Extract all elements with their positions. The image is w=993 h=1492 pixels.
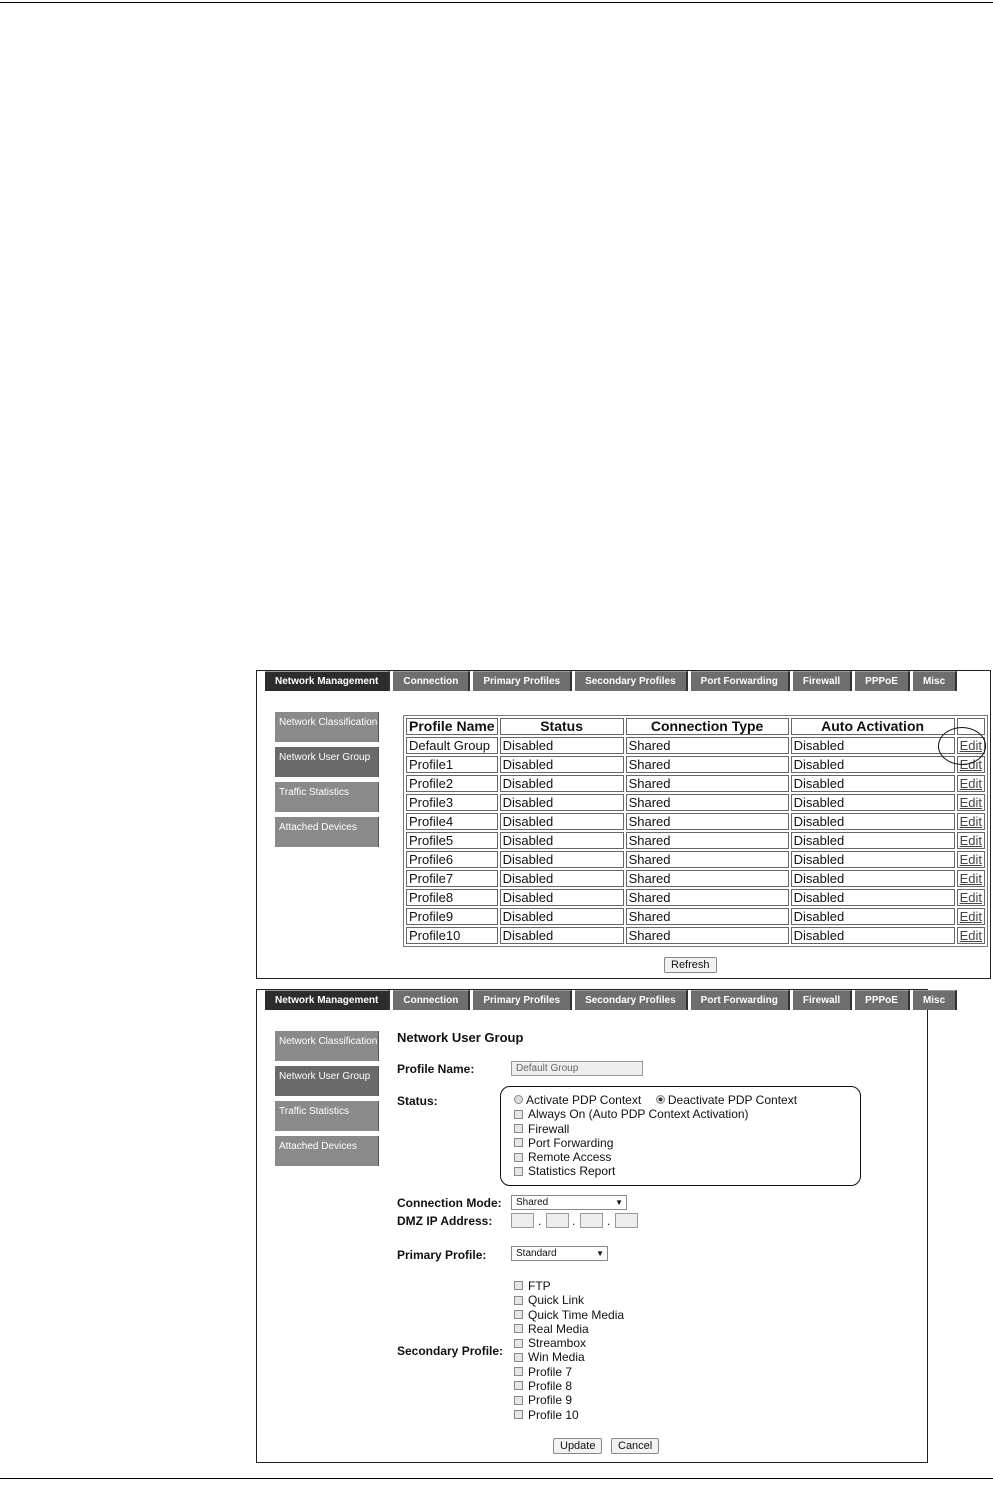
tab-misc[interactable]: Misc	[913, 990, 957, 1010]
auto-activation-cell: Disabled	[791, 794, 955, 811]
edit-link[interactable]: Edit	[959, 795, 982, 810]
tab-primary-profiles[interactable]: Primary Profiles	[473, 990, 572, 1010]
ip-separator: .	[538, 1214, 542, 1228]
status-option	[514, 1164, 797, 1178]
sidebar	[275, 1031, 379, 1171]
tab-firewall[interactable]: Firewall	[793, 990, 852, 1010]
profiles-table	[403, 715, 988, 947]
primary-profile-label: Primary Profile:	[397, 1248, 487, 1262]
edit-link[interactable]: Edit	[959, 814, 982, 829]
connection-type-cell: Shared	[626, 832, 789, 849]
table-row	[406, 851, 985, 868]
dmz-ip-octet-3[interactable]	[580, 1213, 603, 1228]
sidebar-item-network-classification[interactable]: Network Classification	[275, 712, 379, 742]
status-checkbox[interactable]	[514, 1138, 523, 1147]
table-row	[406, 927, 985, 944]
status-checkbox[interactable]	[514, 1167, 523, 1176]
edit-link[interactable]: Edit	[959, 871, 982, 886]
connection-type-cell: Shared	[626, 775, 789, 792]
secondary-profile-checkbox[interactable]	[514, 1310, 523, 1319]
status-option-label: Remote Access	[528, 1150, 612, 1165]
dmz-ip-label: DMZ IP Address:	[397, 1214, 493, 1228]
edit-link[interactable]: Edit	[959, 928, 982, 943]
connection-type-cell: Shared	[626, 889, 789, 906]
tab-bar	[265, 990, 960, 1010]
connection-mode-value: Shared	[516, 1197, 549, 1208]
chevron-down-icon: ▼	[596, 1249, 604, 1258]
status-cell: Disabled	[500, 794, 624, 811]
col-connection-type: Connection Type	[626, 718, 789, 735]
dmz-ip-octet-2[interactable]	[546, 1213, 569, 1228]
form-title: Network User Group	[397, 1030, 524, 1045]
auto-activation-cell: Disabled	[791, 927, 955, 944]
secondary-profile-checkbox[interactable]	[514, 1396, 523, 1405]
status-checkbox[interactable]	[514, 1124, 523, 1133]
sidebar-item-traffic-statistics[interactable]: Traffic Statistics	[275, 782, 379, 812]
edit-cell	[957, 832, 985, 849]
top-rule	[0, 2, 993, 3]
connection-type-cell: Shared	[626, 794, 789, 811]
auto-activation-cell: Disabled	[791, 832, 955, 849]
col-profile-name: Profile Name	[406, 718, 498, 735]
profile-name-label: Profile Name:	[397, 1062, 475, 1076]
table-header-row	[406, 718, 985, 735]
table-row	[406, 775, 985, 792]
edit-link[interactable]: Edit	[959, 757, 982, 772]
secondary-profile-option-label: Profile 7	[528, 1364, 573, 1379]
secondary-profile-option	[514, 1379, 624, 1393]
secondary-profile-checkbox[interactable]	[514, 1367, 523, 1376]
pdp-context-radios	[514, 1093, 797, 1107]
secondary-profile-option	[514, 1393, 624, 1407]
profile-name-cell: Profile2	[406, 775, 498, 792]
auto-activation-cell: Disabled	[791, 813, 955, 830]
profile-name-cell: Profile1	[406, 756, 498, 773]
tab-pppoe[interactable]: PPPoE	[855, 671, 910, 691]
status-cell: Disabled	[500, 832, 624, 849]
dmz-ip-octet-1[interactable]	[511, 1213, 534, 1228]
status-cell: Disabled	[500, 851, 624, 868]
secondary-profile-option	[514, 1408, 624, 1422]
tab-pppoe[interactable]: PPPoE	[855, 990, 910, 1010]
edit-cell	[957, 813, 985, 830]
profile-name-cell: Profile3	[406, 794, 498, 811]
tab-bar	[265, 671, 960, 691]
sidebar-item-network-classification[interactable]: Network Classification	[275, 1031, 379, 1061]
secondary-profile-option-label: Real Media	[528, 1321, 589, 1336]
connection-type-cell: Shared	[626, 851, 789, 868]
dmz-ip-octet-4[interactable]	[615, 1213, 638, 1228]
status-option-label: Firewall	[528, 1121, 570, 1136]
table-row	[406, 870, 985, 887]
tab-port-forwarding[interactable]: Port Forwarding	[691, 671, 790, 691]
secondary-profile-option	[514, 1293, 624, 1307]
edit-link[interactable]: Edit	[959, 890, 982, 905]
profile-name-field[interactable]: Default Group	[511, 1061, 643, 1076]
connection-type-cell: Shared	[626, 870, 789, 887]
ip-separator: .	[572, 1214, 576, 1228]
connection-type-cell: Shared	[626, 737, 789, 754]
sidebar-item-traffic-statistics[interactable]: Traffic Statistics	[275, 1101, 379, 1131]
profile-name-cell: Profile6	[406, 851, 498, 868]
edit-cell	[957, 851, 985, 868]
sidebar	[275, 712, 379, 852]
auto-activation-cell: Disabled	[791, 851, 955, 868]
edit-cell	[957, 927, 985, 944]
status-checkbox[interactable]	[514, 1153, 523, 1162]
tab-secondary-profiles[interactable]: Secondary Profiles	[575, 671, 688, 691]
edit-cell	[957, 794, 985, 811]
secondary-profile-checkbox[interactable]	[514, 1353, 523, 1362]
secondary-profile-option	[514, 1308, 624, 1322]
primary-profile-select[interactable]	[511, 1246, 608, 1261]
status-cell: Disabled	[500, 908, 624, 925]
connection-mode-label: Connection Mode:	[397, 1196, 502, 1210]
edit-link[interactable]: Edit	[959, 776, 982, 791]
auto-activation-cell: Disabled	[791, 756, 955, 773]
connection-type-cell: Shared	[626, 927, 789, 944]
activate-pdp-radio[interactable]	[514, 1095, 523, 1104]
auto-activation-cell: Disabled	[791, 775, 955, 792]
status-cell: Disabled	[500, 927, 624, 944]
profile-name-cell: Profile7	[406, 870, 498, 887]
connection-type-cell: Shared	[626, 756, 789, 773]
tab-primary-profiles[interactable]: Primary Profiles	[473, 671, 572, 691]
status-options	[514, 1093, 797, 1179]
sidebar-item-network-user-group[interactable]: Network User Group	[275, 1066, 379, 1096]
tab-misc[interactable]: Misc	[913, 671, 957, 691]
connection-mode-select[interactable]	[511, 1195, 627, 1210]
status-cell: Disabled	[500, 737, 624, 754]
secondary-profile-checkbox[interactable]	[514, 1281, 523, 1290]
status-option	[514, 1150, 797, 1164]
secondary-profile-checkbox[interactable]	[514, 1296, 523, 1305]
auto-activation-cell: Disabled	[791, 889, 955, 906]
status-option-label: Port Forwarding	[528, 1135, 614, 1150]
edit-link[interactable]: Edit	[959, 738, 982, 753]
refresh-button[interactable]: Refresh	[664, 957, 717, 973]
ip-separator: .	[607, 1214, 611, 1228]
profile-name-cell: Profile8	[406, 889, 498, 906]
secondary-profile-checkbox[interactable]	[514, 1381, 523, 1390]
table-row	[406, 737, 985, 754]
table-row	[406, 908, 985, 925]
col-auto-activation: Auto Activation	[791, 718, 955, 735]
secondary-profile-checkbox[interactable]	[514, 1339, 523, 1348]
secondary-profile-option	[514, 1365, 624, 1379]
auto-activation-cell: Disabled	[791, 737, 955, 754]
table-row	[406, 794, 985, 811]
tab-network-management[interactable]: Network Management	[265, 990, 390, 1010]
secondary-profile-option	[514, 1279, 624, 1293]
secondary-profile-option-label: Quick Time Media	[528, 1307, 625, 1322]
activate-pdp-label: Activate PDP Context	[526, 1093, 642, 1107]
status-cell: Disabled	[500, 889, 624, 906]
auto-activation-cell: Disabled	[791, 870, 955, 887]
tab-firewall[interactable]: Firewall	[793, 671, 852, 691]
table-row	[406, 756, 985, 773]
profile-name-cell: Profile5	[406, 832, 498, 849]
edit-link[interactable]: Edit	[959, 852, 982, 867]
profile-list-panel	[256, 670, 991, 979]
secondary-profile-option	[514, 1336, 624, 1350]
bottom-rule	[0, 1478, 993, 1479]
secondary-profile-option-label: Streambox	[528, 1336, 587, 1351]
cancel-button[interactable]: Cancel	[611, 1438, 659, 1454]
edit-cell	[957, 908, 985, 925]
status-cell: Disabled	[500, 813, 624, 830]
status-option-label: Always On (Auto PDP Context Activation)	[528, 1107, 749, 1122]
secondary-profile-option-label: FTP	[528, 1279, 551, 1293]
secondary-profile-options	[514, 1279, 624, 1422]
tab-network-management[interactable]: Network Management	[265, 671, 390, 691]
status-cell: Disabled	[500, 870, 624, 887]
edit-cell	[957, 870, 985, 887]
secondary-profile-option	[514, 1322, 624, 1336]
profile-name-cell: Profile10	[406, 927, 498, 944]
secondary-profile-option-label: Profile 8	[528, 1379, 573, 1394]
secondary-profile-checkbox[interactable]	[514, 1324, 523, 1333]
secondary-profile-checkbox[interactable]	[514, 1410, 523, 1419]
profile-name-cell: Default Group	[406, 737, 498, 754]
secondary-profile-option-label: Profile 9	[528, 1393, 573, 1408]
edit-cell	[957, 889, 985, 906]
chevron-down-icon: ▼	[615, 1198, 623, 1207]
connection-type-cell: Shared	[626, 908, 789, 925]
profile-name-cell: Profile9	[406, 908, 498, 925]
deactivate-pdp-label: Deactivate PDP Context	[667, 1093, 798, 1107]
connection-type-cell: Shared	[626, 813, 789, 830]
secondary-profile-option-label: Quick Link	[528, 1293, 585, 1308]
table-row	[406, 813, 985, 830]
col-status: Status	[500, 718, 624, 735]
tab-secondary-profiles[interactable]: Secondary Profiles	[575, 990, 688, 1010]
status-option	[514, 1122, 797, 1136]
auto-activation-cell: Disabled	[791, 908, 955, 925]
secondary-profile-option-label: Win Media	[528, 1350, 585, 1365]
table-row	[406, 832, 985, 849]
secondary-profile-option	[514, 1350, 624, 1364]
tab-port-forwarding[interactable]: Port Forwarding	[691, 990, 790, 1010]
sidebar-item-attached-devices[interactable]: Attached Devices	[275, 817, 379, 847]
deactivate-pdp-radio[interactable]	[656, 1095, 665, 1104]
profile-name-cell: Profile4	[406, 813, 498, 830]
edit-form-panel	[256, 989, 946, 1463]
status-cell: Disabled	[500, 775, 624, 792]
status-checkbox[interactable]	[514, 1110, 523, 1119]
edit-link[interactable]: Edit	[959, 909, 982, 924]
status-option	[514, 1136, 797, 1150]
status-option-label: Statistics Report	[528, 1164, 616, 1179]
tab-connection[interactable]: Connection	[393, 671, 470, 691]
edit-cell	[957, 775, 985, 792]
sidebar-item-network-user-group[interactable]: Network User Group	[275, 747, 379, 777]
status-cell: Disabled	[500, 756, 624, 773]
edit-link[interactable]: Edit	[959, 833, 982, 848]
status-option	[514, 1107, 797, 1121]
primary-profile-value: Standard	[516, 1248, 557, 1259]
tab-connection[interactable]: Connection	[393, 990, 470, 1010]
update-button[interactable]: Update	[553, 1438, 602, 1454]
edit-highlight-circle	[938, 727, 986, 765]
sidebar-item-attached-devices[interactable]: Attached Devices	[275, 1136, 379, 1166]
status-label: Status:	[397, 1094, 438, 1108]
secondary-profile-option-label: Profile 10	[528, 1407, 579, 1422]
secondary-profile-label: Secondary Profile:	[397, 1344, 504, 1358]
table-row	[406, 889, 985, 906]
